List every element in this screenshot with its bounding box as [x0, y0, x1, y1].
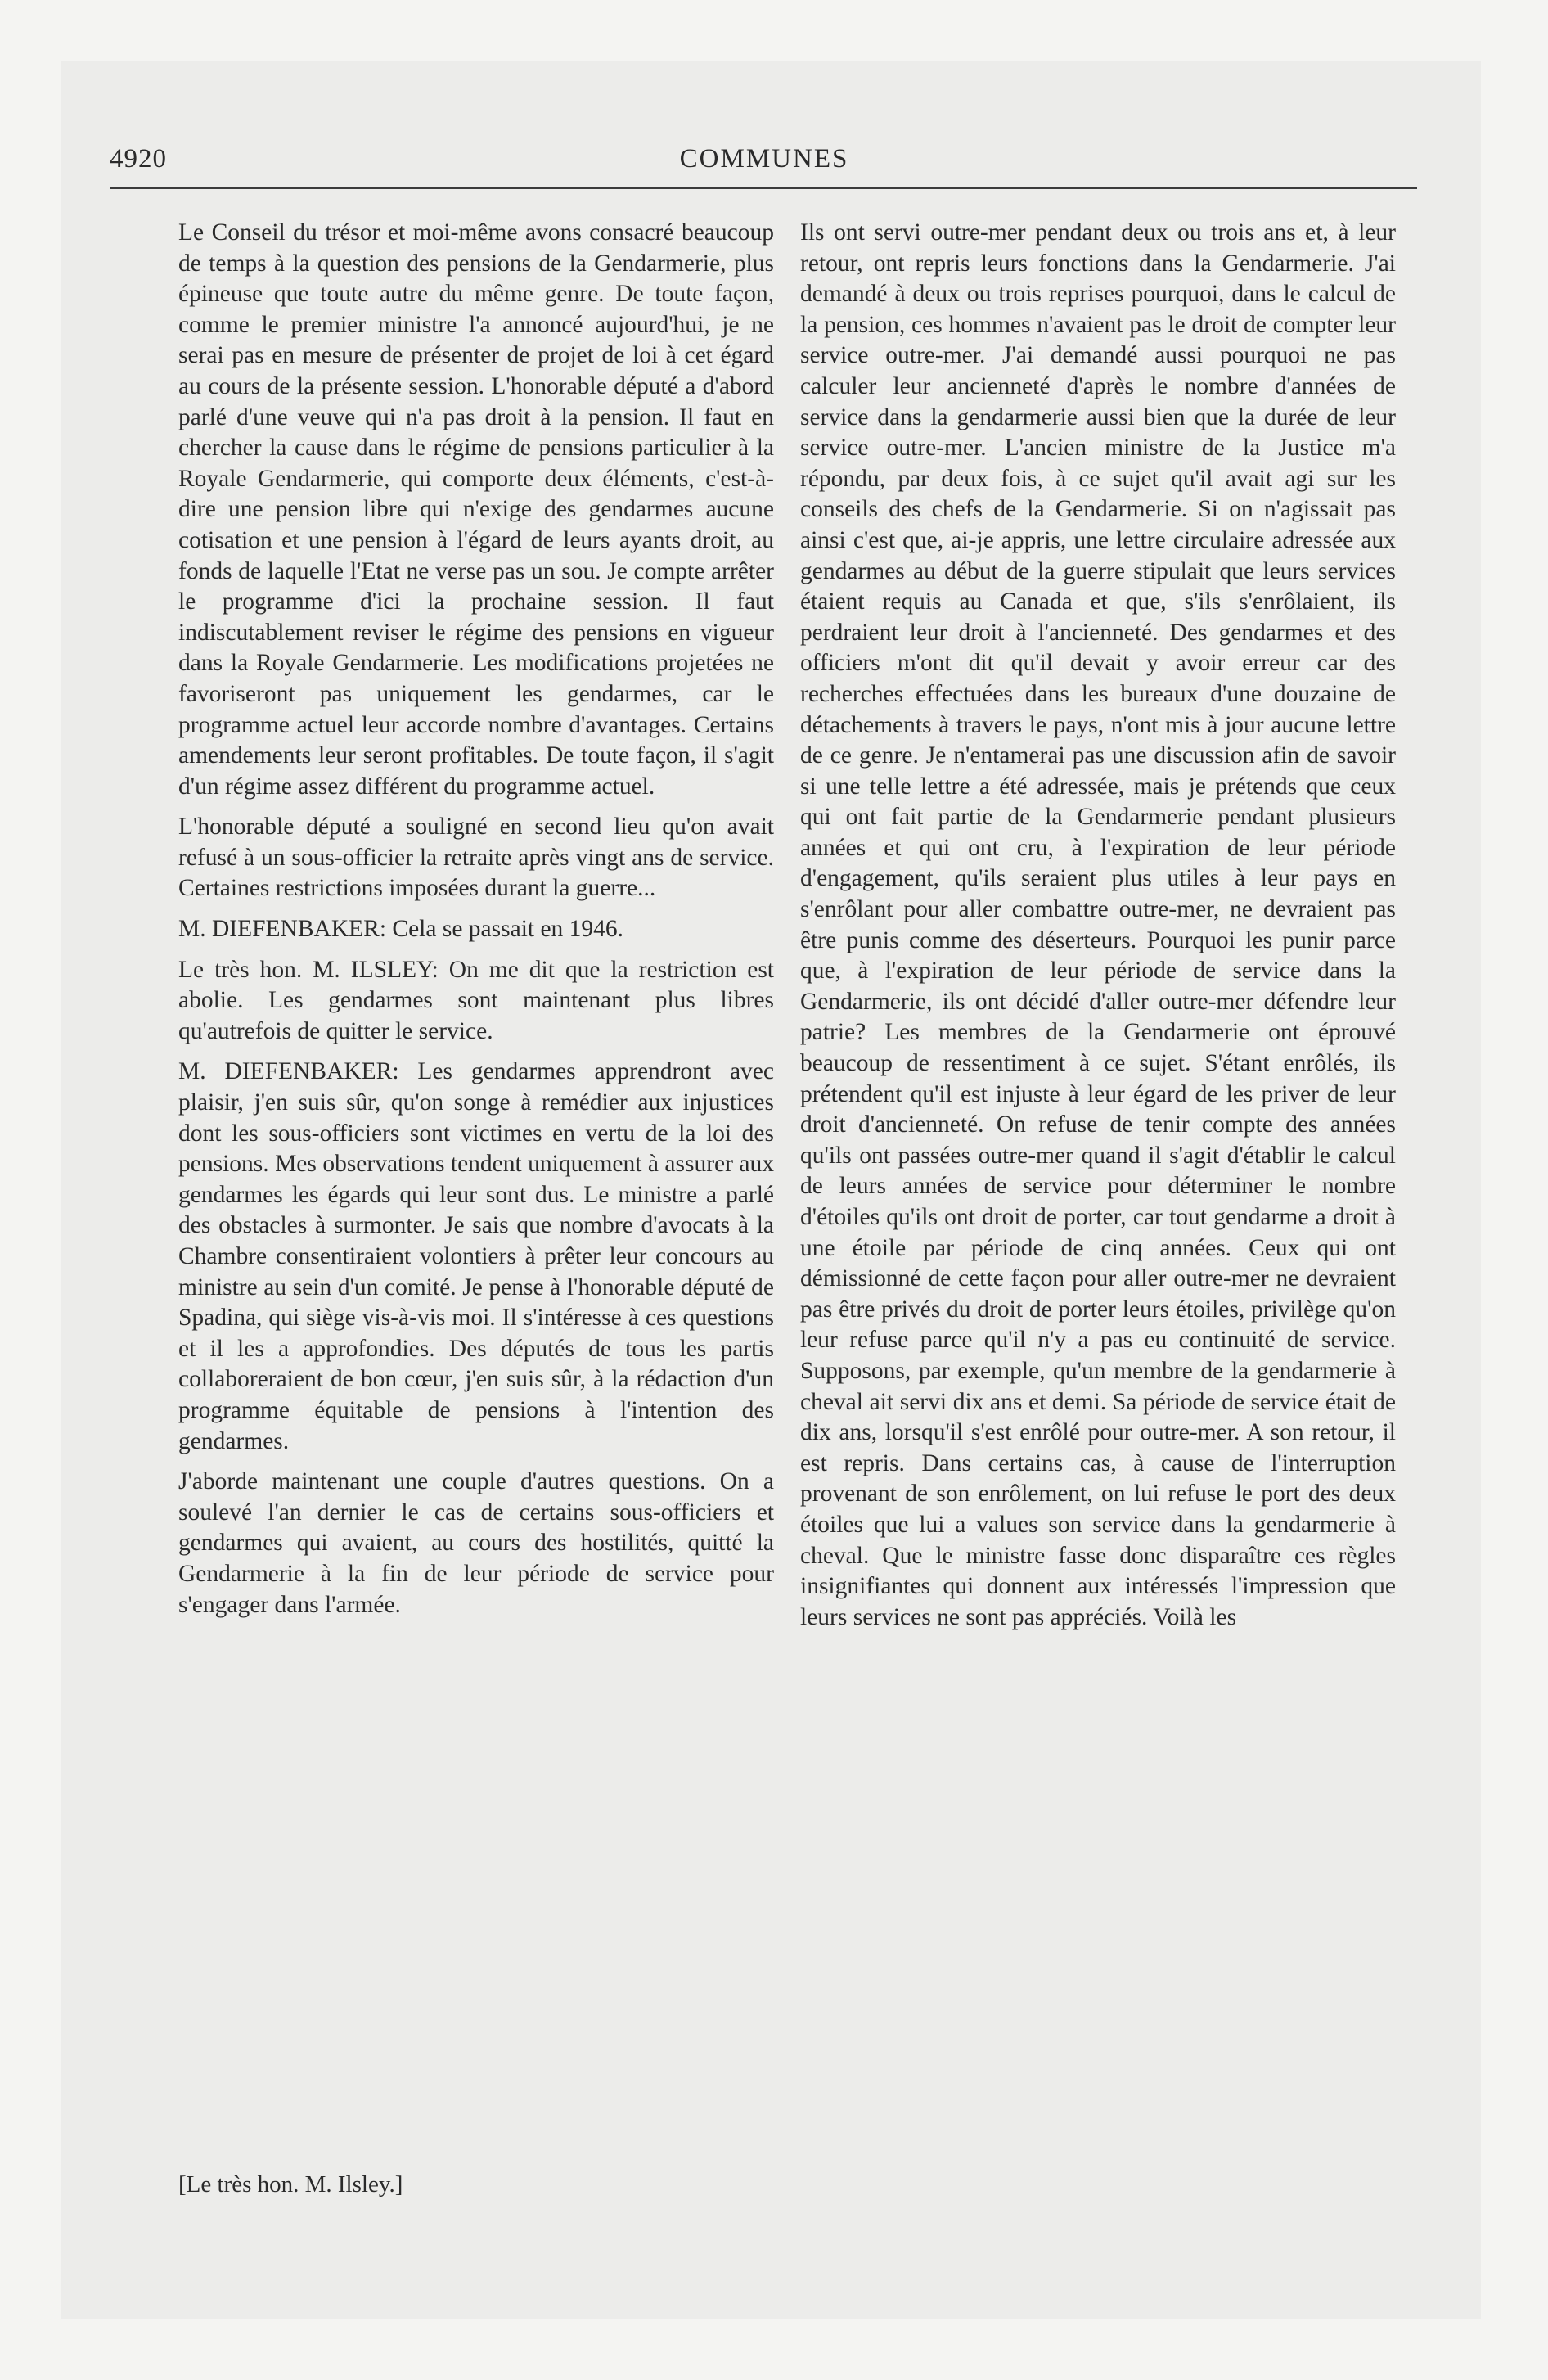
running-head: COMMUNES: [679, 144, 849, 174]
paragraph: Le très hon. M. ILSLEY: On me dit que la restriction est abolie. Les gendarmes sont maintenant plus libres qu'autrefois de quitter le service.: [178, 956, 774, 1044]
speaker-attribution: [Le très hon. M. Ilsley.]: [178, 2171, 403, 2197]
paragraph: L'honorable député a souligné en second lieu qu'on avait refusé à un sous-officier la retraite après vingt ans de service. Certaines restrictions imposées durant la guerre...: [178, 814, 774, 902]
left-column: [178, 218, 774, 1630]
right-column: [800, 218, 1396, 1643]
paragraph: Le Conseil du trésor et moi-même avons consacré beaucoup de temps à la question des pensions de la Gendarmerie, plus épineuse que toute autre du même genre. De toute façon, comme le premier ministre l'a annoncé aujourd'hui, je ne serai pas en mesure de présenter de projet de loi à cet égard au cours de la présente session. L'honorable député a d'abord parlé d'une veuve qui n'a pas droit à la pension. Il faut en chercher la cause dans le régime de pensions particulier à la Royale Gendarmerie, qui comporte deux éléments, c'est-à-dire une pension libre qui n'exige des gendarmes aucune cotisation et une pension à l'égard de leurs ayants droit, au fonds de laquelle l'Etat ne verse pas un sou. Je compte arrêter le programme d'ici la prochaine session. Il faut indiscutablement reviser le régime des pensions en vigueur dans la Royale Gendarmerie. Les modifications projetées ne favoriseront pas uniquement les gendarmes, car le programme actuel leur accorde nombre d'avantages. Certains amendements leur seront profitables. De toute façon, il s'agit d'un régime assez différent du programme actuel.: [178, 219, 774, 800]
paragraph: J'aborde maintenant une couple d'autres questions. On a soulevé l'an dernier le cas de certains sous-officiers et gendarmes qui avaient, au cours des hostilités, quitté la Gendarmerie à la fin de leur période de service pour s'engager dans l'armée.: [178, 1468, 774, 1618]
paragraph: M. DIEFENBAKER: Cela se passait en 1946.: [178, 916, 624, 943]
paragraph: Ils ont servi outre-mer pendant deux ou trois ans et, à leur retour, ont repris leurs fonctions dans la Gendarmerie. J'ai demandé à deux ou trois reprises pourquoi, dans le calcul de la pension, ces hommes n'avaient pas le droit de compter leur service outre-mer. J'ai demandé aussi pourquoi ne pas calculer leur ancienneté d'après le nombre d'années de service dans la gendarmerie aussi bien que la durée de leur service outre-mer. L'ancien ministre de la Justice m'a répondu, par deux fois, à ce sujet qu'il avait agi sur les conseils des chefs de la Gendarmerie. Si on n'agissait pas ainsi c'est que, ai-je appris, une lettre circulaire adressée aux gendarmes au début de la guerre stipulait que leurs services étaient requis au Canada et que, s'ils s'enrôlaient, ils perdraient leur droit à l'ancienneté. Des gendarmes et des officiers m'ont dit qu'il devait y avoir erreur car des recherches effectuées dans les bureaux d'une douzaine de détachements à travers le pays, n'ont mis à jour aucune lettre de ce genre. Je n'entamerai pas une discussion afin de savoir si une telle lettre a été adressée, mais je prétends que ceux qui ont fait partie de la Gendarmerie pendant plusieurs années et qui ont cru, à l'expiration de leur période d'engagement, qu'ils seraient plus utiles à leur pays en s'enrôlant pour aller combattre outre-mer, ne devraient pas être punis comme des déserteurs. Pourquoi les punir parce que, à l'expiration de leur période de service dans la Gendarmerie, ils ont décidé d'aller outre-mer défendre leur patrie? Les membres de la Gendarmerie ont éprouvé beaucoup de ressentiment à ce sujet. S'étant enrôlés, ils prétendent qu'il est injuste à leur égard de les priver de leur droit d'ancienneté. On refuse de tenir compte des années qu'ils ont passées outre-mer quand il s'agit d'établir le calcul de leurs années de service pour déterminer le nombre d'étoiles qu'ils ont droit de porter, car tout gendarme a droit à une étoile par période de cinq années. Ceux qui ont démissionné de cette façon pour aller outre-mer ne devraient pas être privés du droit de porter leurs étoiles, privilège qu'on leur refuse parce qu'il n'y a pas eu continuité de service. Supposons, par exemple, qu'un membre de la gendarmerie à cheval ait servi dix ans et demi. Sa période de service était de dix ans, lorsqu'il s'est enrôlé pour outre-mer. A son retour, il est repris. Dans certains cas, à cause de l'interruption provenant de son enrôlement, on lui refuse le port des deux étoiles que lui a values son service dans la gendarmerie à cheval. Que le ministre fasse donc disparaître ces règles insignifiantes qui donnent aux intéressés l'impression que leurs services ne sont pas appréciés. Voilà les: [800, 219, 1396, 1630]
page-number: 4920: [110, 144, 167, 174]
paragraph: M. DIEFENBAKER: Les gendarmes apprendront avec plaisir, j'en suis sûr, qu'on songe à remédier aux injustices dont les sous-officiers sont victimes en vertu de la loi des pensions. Mes observations tendent uniquement à assurer aux gendarmes les égards qui leur sont dus. Le ministre a parlé des obstacles à surmonter. Je sais que nombre d'avocats à la Chambre consentiraient volontiers à prêter leur concours au ministre au sein d'un comité. Je pense à l'honorable député de Spadina, qui siège vis-à-vis moi. Il s'intéresse à ces questions et il les a approfondies. Des députés de tous les partis collaboreraient de bon cœur, j'en suis sûr, à la rédaction d'un programme équitable de pensions à l'intention des gendarmes.: [178, 1058, 774, 1454]
page-header: [110, 144, 1419, 185]
header-rule: [110, 187, 1417, 189]
